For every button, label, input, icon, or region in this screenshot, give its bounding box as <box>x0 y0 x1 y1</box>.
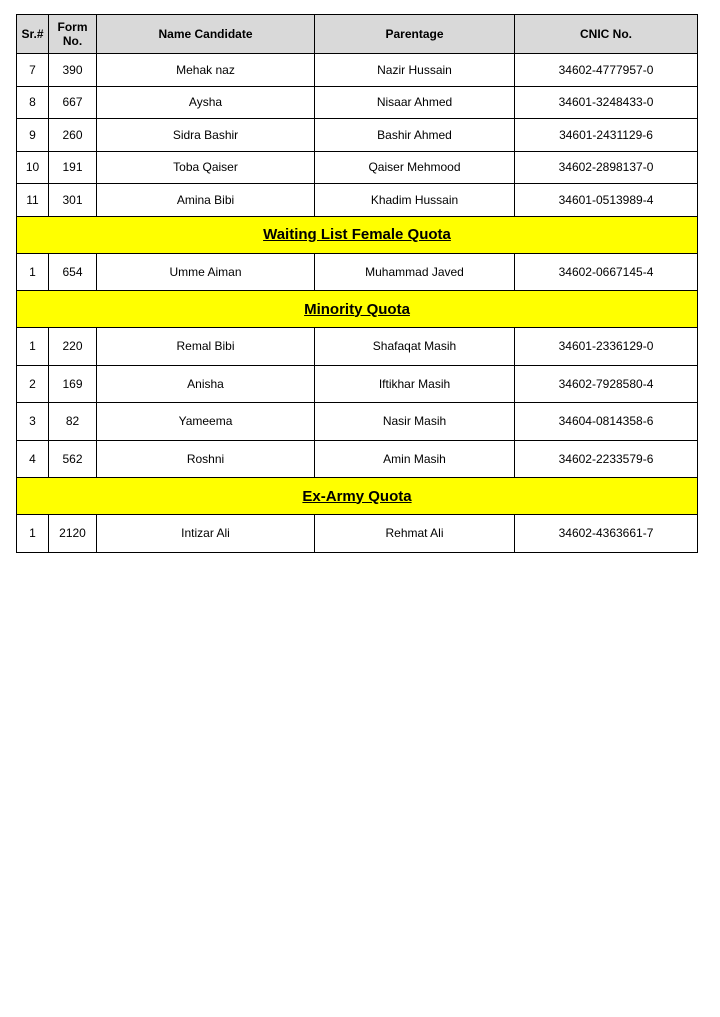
cell-cnic: 34602-7928580-4 <box>515 365 698 403</box>
table-row <box>17 403 698 441</box>
cell-sr: 4 <box>17 440 49 478</box>
cell-name: Aysha <box>97 86 315 119</box>
cell-cnic: 34601-2431129-6 <box>515 119 698 152</box>
header-form-no <box>49 15 97 54</box>
cell-parentage: Nisaar Ahmed <box>315 86 515 119</box>
cell-cnic: 34602-2233579-6 <box>515 440 698 478</box>
cell-name: Remal Bibi <box>97 328 315 366</box>
header-cnic: CNIC No. <box>515 15 698 54</box>
cell-name: Umme Aiman <box>97 253 315 291</box>
cell-form: 667 <box>49 86 97 119</box>
table-row <box>17 86 698 119</box>
cell-sr: 1 <box>17 328 49 366</box>
cell-sr: 3 <box>17 403 49 441</box>
cell-form: 301 <box>49 184 97 217</box>
cell-name: Intizar Ali <box>97 515 315 553</box>
cell-parentage: Shafaqat Masih <box>315 328 515 366</box>
cell-sr: 1 <box>17 253 49 291</box>
cell-name: Anisha <box>97 365 315 403</box>
cell-form: 654 <box>49 253 97 291</box>
table-row <box>17 440 698 478</box>
table-row <box>17 54 698 87</box>
cell-form: 220 <box>49 328 97 366</box>
cell-name: Yameema <box>97 403 315 441</box>
header-parentage: Parentage <box>315 15 515 54</box>
cell-sr: 8 <box>17 86 49 119</box>
cell-cnic: 34602-4363661-7 <box>515 515 698 553</box>
cell-sr: 1 <box>17 515 49 553</box>
cell-parentage: Qaiser Mehmood <box>315 151 515 184</box>
cell-cnic: 34602-2898137-0 <box>515 151 698 184</box>
cell-cnic: 34601-2336129-0 <box>515 328 698 366</box>
cell-sr: 2 <box>17 365 49 403</box>
cell-parentage: Bashir Ahmed <box>315 119 515 152</box>
cell-parentage: Nazir Hussain <box>315 54 515 87</box>
section-title-waiting-list: Waiting List Female Quota <box>17 216 698 253</box>
table-row <box>17 151 698 184</box>
cell-form: 260 <box>49 119 97 152</box>
cell-sr: 11 <box>17 184 49 217</box>
cell-cnic: 34604-0814358-6 <box>515 403 698 441</box>
cell-parentage: Amin Masih <box>315 440 515 478</box>
cell-form: 191 <box>49 151 97 184</box>
cell-cnic: 34602-0667145-4 <box>515 253 698 291</box>
cell-name: Sidra Bashir <box>97 119 315 152</box>
section-row-minority <box>17 291 698 328</box>
cell-parentage: Nasir Masih <box>315 403 515 441</box>
section-row-waiting-list <box>17 216 698 253</box>
cell-parentage: Muhammad Javed <box>315 253 515 291</box>
table-row <box>17 515 698 553</box>
header-form-line2: No. <box>62 34 83 48</box>
cell-cnic: 34601-0513989-4 <box>515 184 698 217</box>
cell-form: 169 <box>49 365 97 403</box>
cell-name: Mehak naz <box>97 54 315 87</box>
cell-name: Toba Qaiser <box>97 151 315 184</box>
section-title-ex-army: Ex-Army Quota <box>17 478 698 515</box>
table-row <box>17 253 698 291</box>
cell-name: Roshni <box>97 440 315 478</box>
cell-sr: 9 <box>17 119 49 152</box>
cell-form: 562 <box>49 440 97 478</box>
table-row <box>17 328 698 366</box>
cell-form: 390 <box>49 54 97 87</box>
section-row-ex-army <box>17 478 698 515</box>
cell-sr: 7 <box>17 54 49 87</box>
candidates-table <box>16 14 698 553</box>
cell-cnic: 34602-4777957-0 <box>515 54 698 87</box>
cell-sr: 10 <box>17 151 49 184</box>
cell-form: 82 <box>49 403 97 441</box>
cell-parentage: Rehmat Ali <box>315 515 515 553</box>
cell-parentage: Iftikhar Masih <box>315 365 515 403</box>
cell-cnic: 34601-3248433-0 <box>515 86 698 119</box>
cell-form: 2120 <box>49 515 97 553</box>
header-row <box>17 15 698 54</box>
header-name: Name Candidate <box>97 15 315 54</box>
section-title-minority: Minority Quota <box>17 291 698 328</box>
table-row <box>17 119 698 152</box>
header-form-line1: Form <box>57 20 88 34</box>
cell-name: Amina Bibi <box>97 184 315 217</box>
header-sr: Sr.# <box>17 15 49 54</box>
cell-parentage: Khadim Hussain <box>315 184 515 217</box>
table-row <box>17 365 698 403</box>
table-row <box>17 184 698 217</box>
